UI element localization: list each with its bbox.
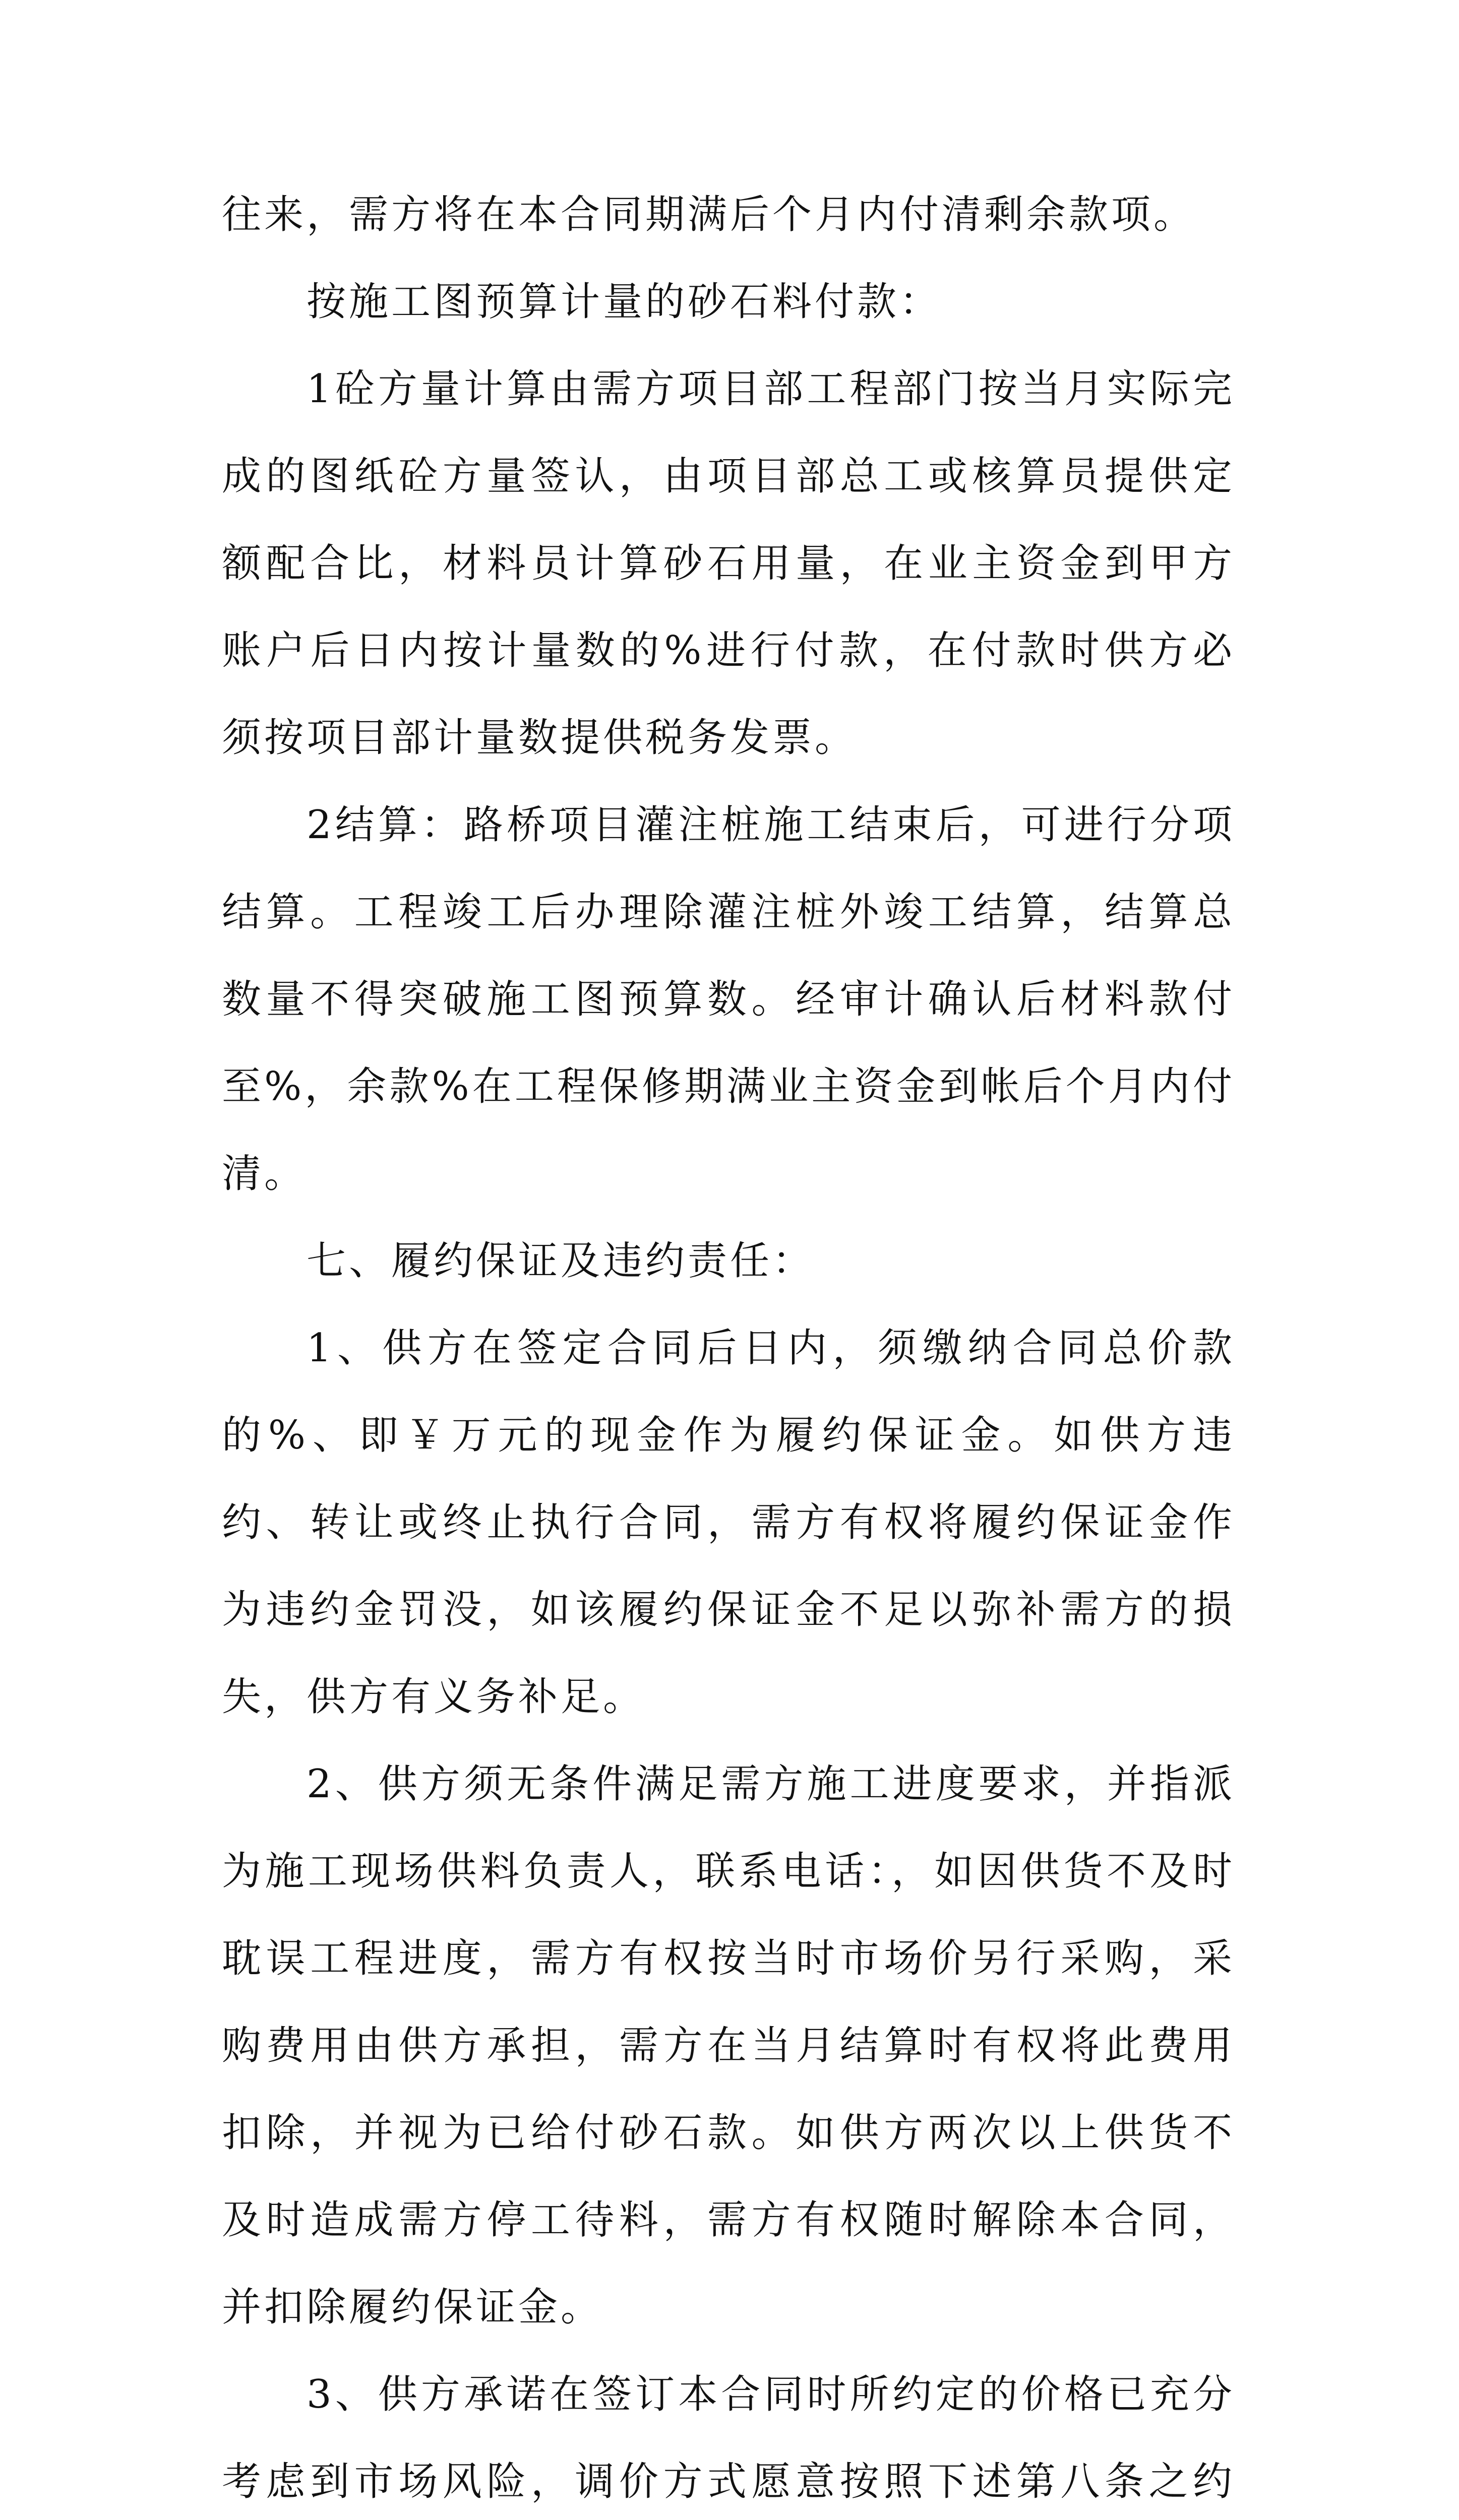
paragraph-settlement: 2结算：路桥项目灌注桩施工结束后，可进行分项结算。工程竣工后办理除灌注桩外竣工结算，结算总数量不得突破施工图预算数。经审计确认后材料款付至%，余款%在工程保修期满业主资金到帐后个月内付清。 [222,802,1235,1196]
paragraph-payment-continued: 往来，需方将在本合同期满后个月内付清剩余款项。 [222,192,1196,237]
paragraph-clause-1-deposit: 1、供方在签定合同后日内，须缴纳合同总价款的%、即￥万元的现金作为履约保证金。如供方违约、转让或终止执行合同，需方有权将履约保证金作为违约金罚没，如该履约保证金不足以弥补需方的损失，供方有义务补足。 [222,1326,1235,1720]
paragraph-concrete-volume-calculation: 1砼方量计算由需方项目部工程部门按当月实际完成的图纸砼方量签认，由项目部总工或核算员提供定额配合比，材料员计算砂石用量，在业主资金到甲方账户后日内按计量数的%进行付款，在付款时供方必须按项目部计量数提供税务发票。 [222,366,1235,761]
document-body [222,171,1235,2520]
paragraph-clause-3-price-risk: 3、供方承诺在签订本合同时所约定的价格已充分考虑到市场风险，调价方式愿意按照下述第八条之约 [222,2372,1235,2504]
section-heading-performance-guarantee: 七、履约保证及违约责任： [307,1238,815,1284]
paragraph-sand-gravel-payment-heading: 按施工图预算计量的砂石料付款： [307,279,942,325]
paragraph-clause-2-supply-schedule: 2、供方须无条件满足需方施工进度要求，并指派为施工现场供料负责人，联系电话：，如因供货不及时耽误工程进度，需方有权按当时市场价另行采购，采购费用由供方承担，需方在当月结算时有权将此费用扣除，并视为已给付砂石款。如供方两次以上供货不及时造成需方停工待料，需方有权随时解除本合同，并扣除履约保证金。 [222,1761,1235,2330]
